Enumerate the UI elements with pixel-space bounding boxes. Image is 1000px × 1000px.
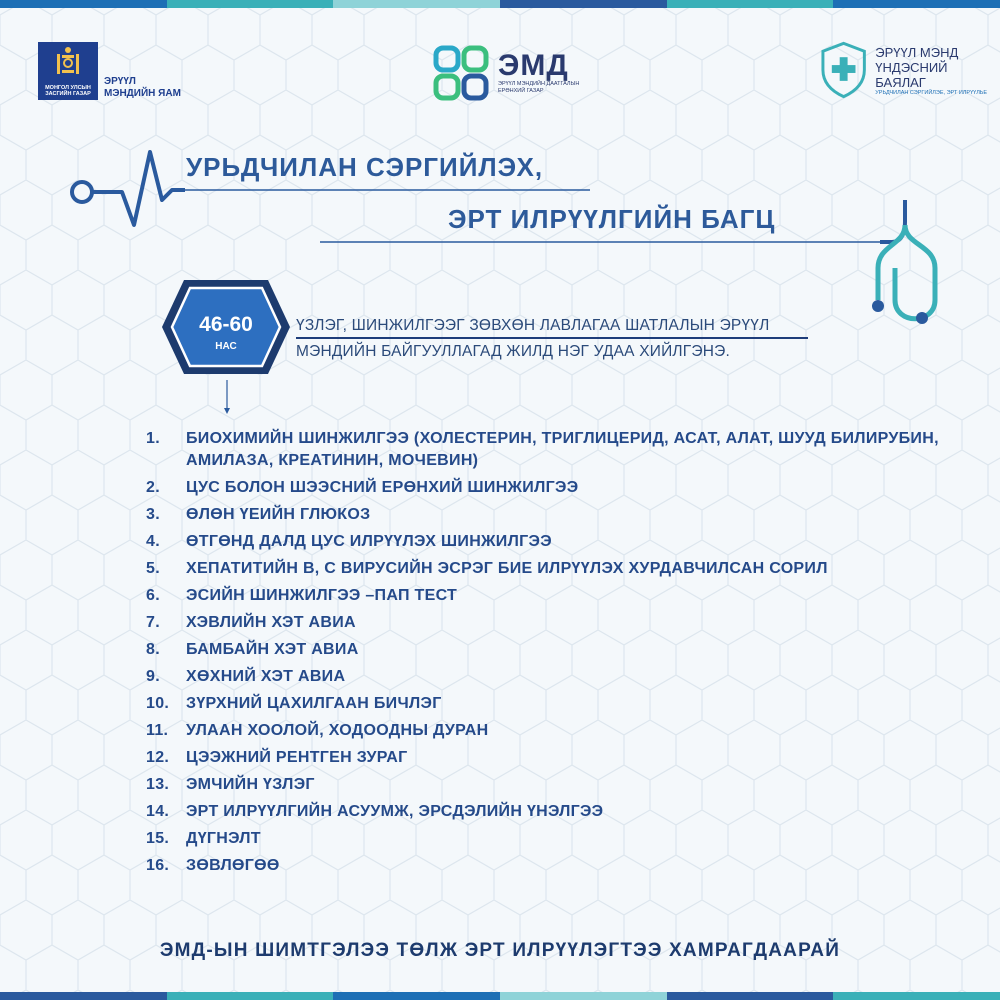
age-range: 46-60	[199, 313, 253, 336]
list-item	[146, 693, 946, 715]
list-item	[146, 774, 946, 796]
list-item	[146, 531, 946, 553]
list-item	[146, 585, 946, 607]
list-item	[146, 504, 946, 526]
list-item-number: 12.	[146, 749, 170, 766]
note-line2: МЭНДИЙН БАЙГУУЛЛАГАД ЖИЛД НЭГ УДАА ХИЙЛГЭНЭ.	[296, 343, 730, 360]
list-item-text: ӨТГӨНД ДАЛД ЦУС ИЛРҮҮЛЭХ ШИНЖИЛГЭЭ	[186, 533, 552, 550]
list-item	[146, 720, 946, 742]
list-item-text: ЭСИЙН ШИНЖИЛГЭЭ –ПАП ТЕСТ	[186, 587, 458, 604]
list-item	[146, 828, 946, 850]
list-item-number: 13.	[146, 776, 170, 793]
list-item-number: 10.	[146, 695, 170, 712]
page-title-line1: УРЬДЧИЛАН СЭРГИЙЛЭХ,	[186, 152, 544, 182]
list-item-number: 1.	[146, 430, 160, 447]
list-item-number: 16.	[146, 857, 170, 874]
emd-title: ЭМД	[498, 49, 569, 82]
list-item-number: 7.	[146, 614, 160, 631]
emd-subtitle-line2: ЕРӨНХИЙ ГАЗАР	[498, 88, 544, 94]
list-item-number: 3.	[146, 506, 160, 523]
list-item-number: 9.	[146, 668, 160, 685]
emblem-caption: МОНГОЛ УЛСЫН ЗАСГИЙН ГАЗАР	[45, 85, 91, 97]
campaign-title-line1: ЭРҮҮЛ МЭНД	[875, 45, 959, 60]
note-line1: ҮЗЛЭГ, ШИНЖИЛГЭЭГ ЗӨВХӨН ЛАВЛАГАА ШАТЛАЛЫН ЭРҮҮЛ	[296, 317, 770, 334]
list-item-text: ЦУС БОЛОН ШЭЭСНИЙ ЕРӨНХИЙ ШИНЖИЛГЭЭ	[186, 479, 579, 496]
list-item	[146, 855, 946, 877]
list-item-text: ЭМЧИЙН ҮЗЛЭГ	[186, 776, 315, 793]
list-item-number: 6.	[146, 587, 160, 604]
note-underline	[296, 337, 808, 339]
list-item-number: 5.	[146, 560, 160, 577]
list-item-text: ЭРТ ИЛРҮҮЛГИЙН АСУУМЖ, ЭРСДЭЛИЙН ҮНЭЛГЭЭ	[186, 803, 604, 820]
list-item-text: БАМБАЙН ХЭТ АВИА	[186, 641, 359, 658]
list-item-text: ДҮГНЭЛТ	[186, 830, 261, 847]
list-item-text: ХӨХНИЙ ХЭТ АВИА	[186, 668, 346, 685]
connector-arrow-icon	[221, 380, 233, 416]
list-item	[146, 477, 946, 499]
list-item	[146, 666, 946, 688]
list-item-text: ЦЭЭЖНИЙ РЕНТГЕН ЗУРАГ	[186, 749, 408, 766]
bottom-color-stripe	[0, 992, 1000, 1000]
list-item	[146, 639, 946, 661]
campaign-title-line2: ҮНДЭСНИЙ БАЯЛАГ	[875, 60, 948, 90]
list-item	[146, 558, 946, 580]
list-item-text: ЗӨВЛӨГӨӨ	[186, 857, 280, 874]
list-item-number: 11.	[146, 722, 169, 739]
age-unit: НАС	[215, 341, 237, 352]
list-item-number: 8.	[146, 641, 160, 658]
list-item-text: БИОХИМИЙН ШИНЖИЛГЭЭ (ХОЛЕСТЕРИН, ТРИГЛИЦЕРИД, АСАТ, АЛАТ, ШУУД БИЛИРУБИН, АМИЛАЗА, КРЕАТИНИН, МОЧЕВИН)	[186, 430, 939, 469]
list-item-text: ХЕПАТИТИЙН В, С ВИРУСИЙН ЭСРЭГ БИЕ ИЛРҮҮЛЭХ ХУРДАВЧИЛСАН СОРИЛ	[186, 560, 828, 577]
list-item-text: УЛААН ХООЛОЙ, ХОДООДНЫ ДУРАН	[186, 722, 489, 739]
emd-subtitle-line1: ЭРҮҮЛ МЭНДИЙН ДААТГАЛЫН	[498, 81, 580, 87]
list-item-number: 14.	[146, 803, 170, 820]
ministry-name-line2: МЭНДИЙН ЯАМ	[104, 88, 181, 99]
list-item-text: ЗҮРХНИЙ ЦАХИЛГААН БИЧЛЭГ	[186, 695, 442, 712]
list-item	[146, 747, 946, 769]
list-item	[146, 801, 946, 823]
list-item-number: 2.	[146, 479, 160, 496]
note-text	[296, 313, 769, 365]
list-item	[146, 612, 946, 634]
checkup-list	[146, 428, 946, 882]
list-item	[146, 428, 946, 472]
ministry-name-line1: ЭРҮҮЛ	[104, 76, 136, 87]
campaign-subtitle: УРЬДЧИЛАН СЭРГИЙЛЭЕ, ЭРТ ИЛРҮҮЛЬЕ	[875, 90, 988, 96]
list-item-text: ХЭВЛИЙН ХЭТ АВИА	[186, 614, 356, 631]
page-title-line2: ЭРТ ИЛРҮҮЛГИЙН БАГЦ	[448, 204, 776, 234]
list-item-number: 4.	[146, 533, 160, 550]
list-item-number: 15.	[146, 830, 170, 847]
list-item-text: ӨЛӨН ҮЕИЙН ГЛЮКОЗ	[186, 506, 371, 523]
footer-slogan: ЭМД-ЫН ШИМТГЭЛЭЭ ТӨЛЖ ЭРТ ИЛРҮҮЛЭГТЭЭ ХАМРАГДААРАЙ	[159, 940, 841, 961]
